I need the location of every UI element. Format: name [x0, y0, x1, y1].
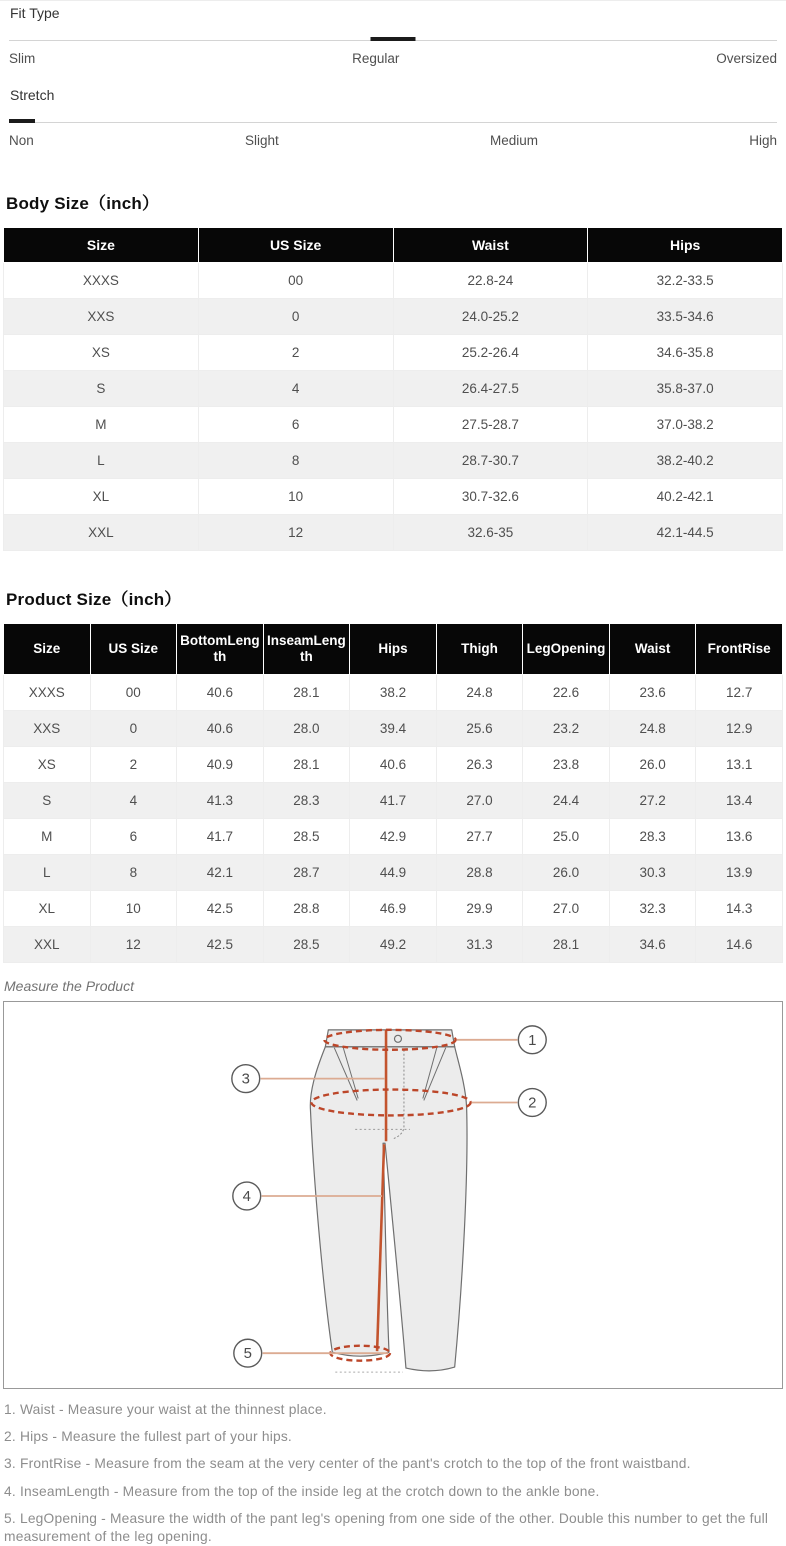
fit-type-track: [9, 37, 777, 42]
table-cell: 12: [198, 515, 393, 551]
measurement-note: 5. LegOpening - Measure the width of the pant leg's opening from one side of the other. Double this number to get the full measurement of the leg opening.: [4, 1510, 769, 1545]
column-header: Waist: [393, 228, 588, 263]
table-cell: 49.2: [350, 927, 437, 963]
table-cell: 40.2-42.1: [588, 479, 783, 515]
measurement-diagram: [3, 1001, 783, 1389]
table-cell: 37.0-38.2: [588, 407, 783, 443]
table-cell: 27.5-28.7: [393, 407, 588, 443]
measurement-note: 2. Hips - Measure the fullest part of your hips.: [4, 1429, 292, 1445]
table-row: [4, 515, 783, 551]
header-row: [4, 228, 783, 263]
table-cell: 28.5: [263, 819, 350, 855]
table-cell: 22.6: [523, 675, 610, 711]
scale-option-oversized: Oversized: [716, 51, 777, 66]
fit-type-options: [9, 51, 777, 66]
table-cell: S: [4, 371, 199, 407]
table-cell: 12: [90, 927, 177, 963]
table-cell: 38.2-40.2: [588, 443, 783, 479]
table-cell: 2: [90, 747, 177, 783]
fit-type-marker: [371, 37, 416, 41]
table-cell: M: [4, 407, 199, 443]
table-cell: 44.9: [350, 855, 437, 891]
table-cell: 26.0: [523, 855, 610, 891]
table-cell: XS: [4, 335, 199, 371]
table-cell: 26.4-27.5: [393, 371, 588, 407]
column-header: Hips: [588, 228, 783, 263]
table-cell: 13.6: [696, 819, 783, 855]
table-cell: 41.7: [350, 783, 437, 819]
scale-option-slight: Slight: [244, 133, 279, 148]
table-cell: 41.3: [177, 783, 264, 819]
pants-outline: [310, 1047, 467, 1371]
table-cell: 28.1: [263, 747, 350, 783]
table-cell: 40.6: [177, 711, 264, 747]
table-row: [4, 443, 783, 479]
scale-option-slim: Slim: [9, 51, 36, 66]
callout-number-5: 5: [243, 1345, 252, 1363]
column-header: US Size: [90, 624, 177, 675]
scale-option-high: High: [749, 133, 777, 148]
table-cell: 25.0: [523, 819, 610, 855]
table-cell: 0: [198, 299, 393, 335]
table-cell: 2: [198, 335, 393, 371]
table-row: [4, 891, 783, 927]
callout-number-4: 4: [242, 1187, 251, 1205]
table-row: [4, 371, 783, 407]
scale-option-medium: Medium: [489, 133, 538, 148]
table-cell: L: [4, 443, 199, 479]
stretch-marker: [9, 119, 35, 123]
table-cell: 40.9: [177, 747, 264, 783]
table-cell: 32.3: [609, 891, 696, 927]
table-row: [4, 407, 783, 443]
table-cell: 42.5: [177, 891, 264, 927]
table-cell: 00: [198, 263, 393, 299]
scale-track-line: [9, 122, 777, 123]
table-cell: 28.8: [263, 891, 350, 927]
measurement-note: 4. InseamLength - Measure from the top of the inside leg at the crotch down to the ankle bone.: [4, 1483, 600, 1499]
table-row: [4, 711, 783, 747]
table-cell: 30.3: [609, 855, 696, 891]
table-cell: 34.6-35.8: [588, 335, 783, 371]
table-cell: 25.2-26.4: [393, 335, 588, 371]
callout-number-1: 1: [528, 1031, 537, 1049]
callout-number-3: 3: [241, 1070, 250, 1088]
fit-type-label: Fit Type: [10, 5, 60, 21]
table-cell: XXL: [4, 927, 91, 963]
table-row: [4, 299, 783, 335]
table-row: [4, 783, 783, 819]
table-row: [4, 335, 783, 371]
table-cell: 10: [90, 891, 177, 927]
table-cell: 4: [90, 783, 177, 819]
table-row: [4, 263, 783, 299]
column-header: US Size: [198, 228, 393, 263]
table-cell: 26.3: [436, 747, 523, 783]
table-cell: 28.0: [263, 711, 350, 747]
table-cell: 28.7-30.7: [393, 443, 588, 479]
table-cell: 27.0: [436, 783, 523, 819]
table-cell: 28.7: [263, 855, 350, 891]
table-cell: S: [4, 783, 91, 819]
column-header: InseamLength: [263, 624, 350, 675]
table-cell: 42.9: [350, 819, 437, 855]
table-cell: XXL: [4, 515, 199, 551]
table-cell: 28.1: [263, 675, 350, 711]
table-cell: 8: [198, 443, 393, 479]
product-size-title: Product Size（inch）: [6, 590, 182, 609]
table-cell: 14.6: [696, 927, 783, 963]
table-cell: 4: [198, 371, 393, 407]
waistband: [325, 1030, 454, 1047]
table-cell: 42.1: [177, 855, 264, 891]
measurement-note: 3. FrontRise - Measure from the seam at the very center of the pant's crotch to the top of the front waistband.: [4, 1456, 691, 1472]
stretch-options: [9, 133, 777, 148]
scale-option-non: Non: [9, 133, 34, 148]
column-header: Size: [4, 228, 199, 263]
table-cell: 40.6: [177, 675, 264, 711]
product-size-table: [3, 623, 783, 963]
column-header: Size: [4, 624, 91, 675]
table-cell: 00: [90, 675, 177, 711]
table-cell: 41.7: [177, 819, 264, 855]
scale-option-regular: Regular: [352, 51, 400, 66]
fit-type-scale: [9, 5, 777, 66]
table-cell: 22.8-24: [393, 263, 588, 299]
table-cell: 24.4: [523, 783, 610, 819]
header-row: [4, 624, 783, 675]
table-row: [4, 479, 783, 515]
table-cell: XXXS: [4, 675, 91, 711]
table-cell: 27.7: [436, 819, 523, 855]
table-cell: 14.3: [696, 891, 783, 927]
table-cell: 31.3: [436, 927, 523, 963]
table-cell: 40.6: [350, 747, 437, 783]
table-cell: 35.8-37.0: [588, 371, 783, 407]
table-cell: XXXS: [4, 263, 199, 299]
column-header: BottomLength: [177, 624, 264, 675]
table-cell: 23.8: [523, 747, 610, 783]
table-row: [4, 819, 783, 855]
column-header: LegOpening: [523, 624, 610, 675]
table-row: [4, 747, 783, 783]
table-cell: 13.4: [696, 783, 783, 819]
body-size-title: Body Size（inch）: [6, 194, 160, 213]
table-cell: 13.9: [696, 855, 783, 891]
column-header: Thigh: [436, 624, 523, 675]
table-row: [4, 675, 783, 711]
table-cell: 39.4: [350, 711, 437, 747]
fit-attributes-section: [0, 5, 786, 148]
table-cell: 6: [198, 407, 393, 443]
table-cell: 27.0: [523, 891, 610, 927]
column-header: Waist: [609, 624, 696, 675]
table-cell: 46.9: [350, 891, 437, 927]
table-row: [4, 855, 783, 891]
stretch-track: [9, 119, 777, 124]
table-cell: 42.5: [177, 927, 264, 963]
table-cell: 28.1: [523, 927, 610, 963]
table-cell: 6: [90, 819, 177, 855]
table-cell: XXS: [4, 711, 91, 747]
table-row: [4, 927, 783, 963]
measurement-note: 1. Waist - Measure your waist at the thinnest place.: [4, 1402, 327, 1417]
table-cell: 42.1-44.5: [588, 515, 783, 551]
table-cell: 24.8: [436, 675, 523, 711]
table-cell: 32.6-35: [393, 515, 588, 551]
table-cell: 13.1: [696, 747, 783, 783]
column-header: FrontRise: [696, 624, 783, 675]
table-cell: 27.2: [609, 783, 696, 819]
table-cell: 28.3: [263, 783, 350, 819]
table-cell: 32.2-33.5: [588, 263, 783, 299]
table-cell: 12.7: [696, 675, 783, 711]
table-cell: 29.9: [436, 891, 523, 927]
table-cell: 30.7-32.6: [393, 479, 588, 515]
table-cell: 28.5: [263, 927, 350, 963]
table-cell: XL: [4, 891, 91, 927]
table-cell: 24.0-25.2: [393, 299, 588, 335]
table-cell: 10: [198, 479, 393, 515]
table-cell: XS: [4, 747, 91, 783]
table-cell: 23.6: [609, 675, 696, 711]
table-cell: L: [4, 855, 91, 891]
table-cell: M: [4, 819, 91, 855]
table-cell: 0: [90, 711, 177, 747]
stretch-scale: [9, 87, 777, 148]
table-cell: 28.3: [609, 819, 696, 855]
pants-diagram-svg: [4, 1002, 782, 1388]
table-cell: 34.6: [609, 927, 696, 963]
table-cell: 24.8: [609, 711, 696, 747]
column-header: Hips: [350, 624, 437, 675]
callout-number-2: 2: [528, 1094, 537, 1112]
body-size-table: [3, 227, 783, 551]
table-cell: XL: [4, 479, 199, 515]
table-cell: 28.8: [436, 855, 523, 891]
table-cell: 12.9: [696, 711, 783, 747]
table-cell: XXS: [4, 299, 199, 335]
measure-caption: Measure the Product: [4, 978, 134, 994]
table-cell: 26.0: [609, 747, 696, 783]
table-cell: 8: [90, 855, 177, 891]
table-cell: 33.5-34.6: [588, 299, 783, 335]
table-cell: 23.2: [523, 711, 610, 747]
stretch-label: Stretch: [10, 87, 55, 103]
measurement-notes: [4, 1401, 782, 1546]
table-cell: 38.2: [350, 675, 437, 711]
table-cell: 25.6: [436, 711, 523, 747]
